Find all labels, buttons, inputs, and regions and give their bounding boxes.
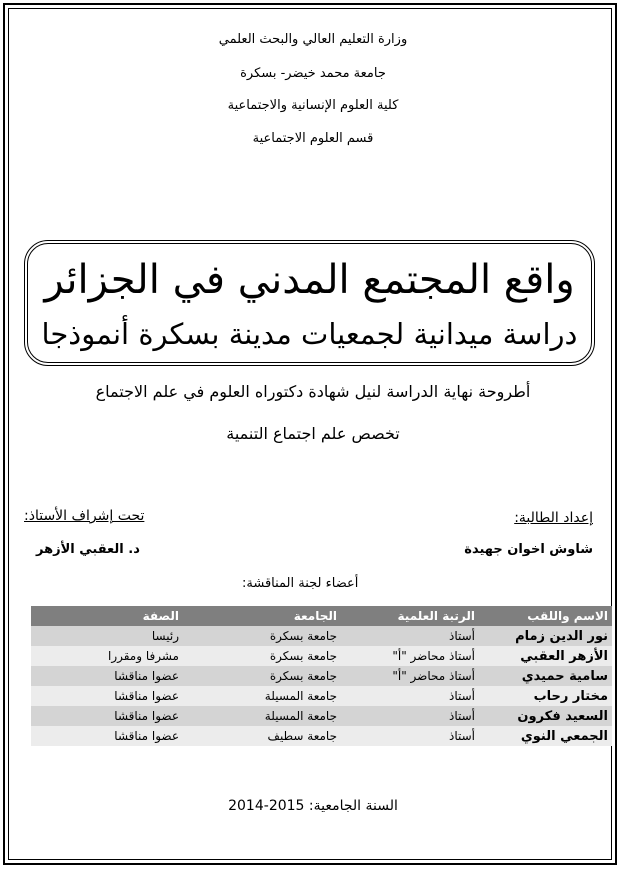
- member-role: عضوا مناقشا: [31, 666, 183, 686]
- member-university: جامعة بسكرة: [183, 666, 341, 686]
- supervisor-label: تحت إشراف الأستاذ:: [24, 508, 145, 524]
- header-rank: الرتبة العلمية: [341, 606, 479, 626]
- member-name: سامية حميدي: [479, 666, 612, 686]
- member-university: جامعة سطيف: [183, 726, 341, 746]
- specialty-statement: تخصص علم اجتماع التنمية: [226, 424, 400, 443]
- header-role: الصفة: [31, 606, 183, 626]
- member-role: عضوا مناقشا: [31, 706, 183, 726]
- table-row: [31, 686, 612, 706]
- header-name: الاسم واللقب: [479, 606, 612, 626]
- thesis-title: واقع المجتمع المدني في الجزائر: [44, 257, 575, 303]
- degree-statement: أطروحة نهاية الدراسة لنيل شهادة دكتوراه العلوم في علم الاجتماع: [95, 382, 531, 401]
- academic-year-value: 2015-2014: [228, 798, 305, 814]
- table-row: [31, 626, 612, 646]
- ministry-name: وزارة التعليم العالي والبحث العلمي: [218, 32, 408, 47]
- member-rank: أستاذ: [341, 726, 479, 746]
- member-university: جامعة المسيلة: [183, 686, 341, 706]
- header-university: الجامعة: [183, 606, 341, 626]
- committee-table: [31, 606, 612, 746]
- member-rank: أستاذ: [341, 706, 479, 726]
- member-rank: أستاذ محاضر "أ": [341, 666, 479, 686]
- committee-caption: أعضاء لجنة المناقشة:: [242, 576, 359, 591]
- supervisor-name: د. العقبي الأزهر: [36, 542, 140, 557]
- member-name: مختار رحاب: [479, 686, 612, 706]
- department-name: قسم العلوم الاجتماعية: [252, 131, 374, 146]
- member-name: السعيد فكرون: [479, 706, 612, 726]
- title-box: [24, 240, 595, 366]
- table-row: [31, 726, 612, 746]
- student-name: شاوش اخوان جهيدة: [464, 542, 593, 557]
- academic-year: [0, 798, 626, 814]
- member-name: الجمعي النوي: [479, 726, 612, 746]
- member-rank: أستاذ: [341, 686, 479, 706]
- member-name: نور الدين زمام: [479, 626, 612, 646]
- member-university: جامعة بسكرة: [183, 626, 341, 646]
- member-rank: أستاذ: [341, 626, 479, 646]
- member-name: الأزهر العقبي: [479, 646, 612, 666]
- member-role: مشرفا ومقررا: [31, 646, 183, 666]
- faculty-name: كلية العلوم الإنسانية والاجتماعية: [227, 98, 399, 113]
- table-row: [31, 706, 612, 726]
- member-role: رئيسا: [31, 626, 183, 646]
- table-row: [31, 666, 612, 686]
- member-university: جامعة بسكرة: [183, 646, 341, 666]
- university-name: جامعة محمد خيضر- بسكرة: [240, 66, 386, 81]
- member-role: عضوا مناقشا: [31, 726, 183, 746]
- member-role: عضوا مناقشا: [31, 686, 183, 706]
- committee-header-row: [31, 606, 612, 626]
- table-row: [31, 646, 612, 666]
- student-label: إعداد الطالبة:: [514, 510, 593, 526]
- academic-year-label: السنة الجامعية:: [308, 798, 398, 814]
- member-rank: أستاذ محاضر "أ": [341, 646, 479, 666]
- thesis-subtitle: دراسة ميدانية لجمعيات مدينة بسكرة أنموذجا: [41, 317, 578, 351]
- member-university: جامعة المسيلة: [183, 706, 341, 726]
